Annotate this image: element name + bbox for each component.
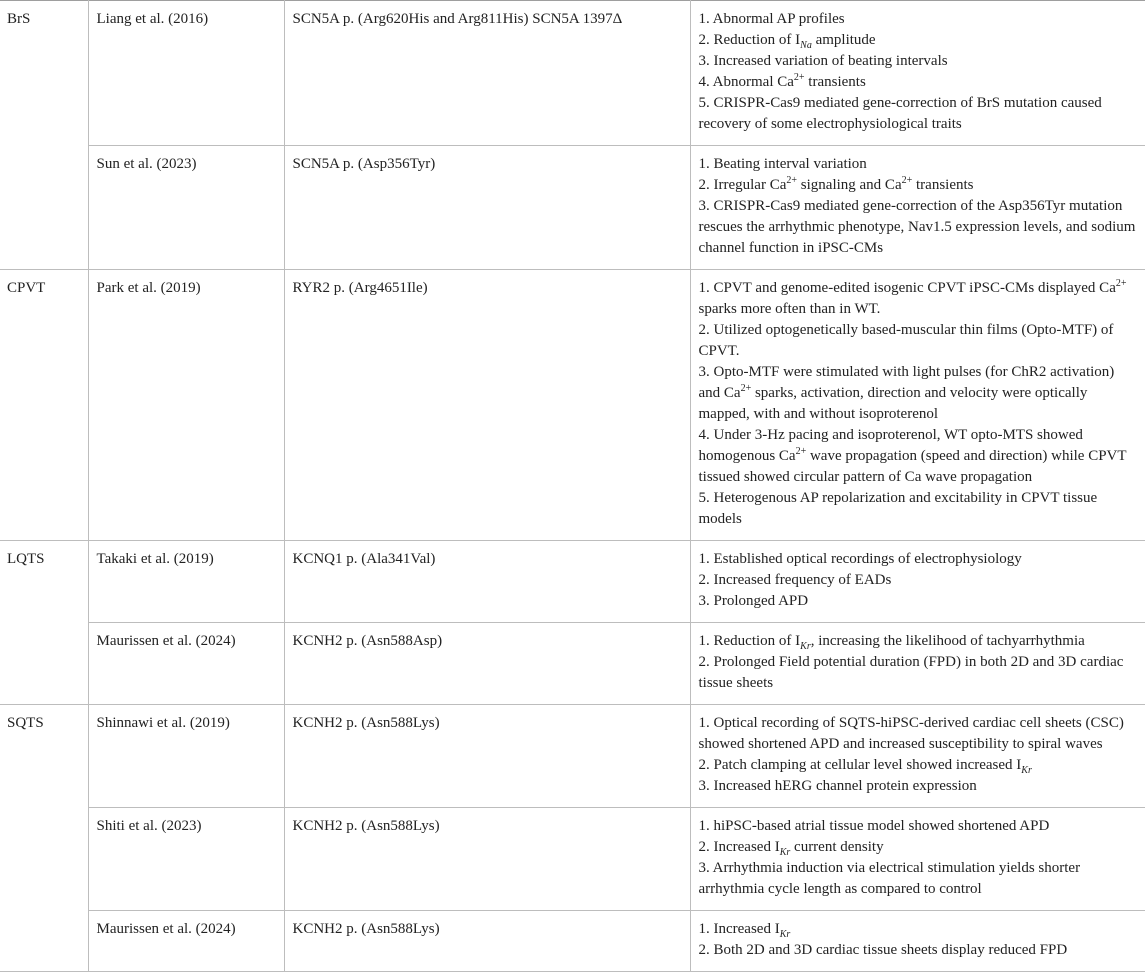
study-cell: Park et al. (2019)	[88, 270, 284, 541]
finding-text: 3. Opto-MTF were stimulated with light pulses (for ChR2 activation) and Ca	[698, 364, 1115, 401]
study-cell: Maurissen et al. (2024)	[88, 623, 284, 705]
disease-group-cell: SQTS	[0, 705, 88, 972]
table-row	[0, 146, 1145, 270]
finding-text: 3. Prolonged APD	[698, 593, 809, 609]
finding-item	[699, 919, 1138, 940]
finding-text: 3. Increased hERG channel protein expression	[698, 778, 977, 794]
subscript-text: Kr	[1021, 765, 1032, 776]
finding-text: transients	[804, 74, 866, 90]
findings-cell	[690, 623, 1145, 705]
finding-text: 1. hiPSC-based atrial tissue model showed shortened APD	[698, 818, 1050, 834]
finding-text: 2. Irregular Ca	[698, 177, 787, 193]
findings-cell	[690, 146, 1145, 270]
finding-text: current density	[790, 839, 884, 855]
finding-text: 3. CRISPR-Cas9 mediated gene-correction of the Asp356Tyr mutation rescues the arrhythmic phenotype, Nav1.5 expression levels, and sodium channel function in iPSC-CMs	[698, 198, 1136, 256]
finding-item	[699, 755, 1138, 776]
finding-text: 1. Reduction of I	[698, 633, 801, 649]
study-cell: Takaki et al. (2019)	[88, 541, 284, 623]
finding-text: 2. Increased I	[698, 839, 780, 855]
finding-text: , increasing the likelihood of tachyarrhythmia	[810, 633, 1085, 649]
finding-text: 5. CRISPR-Cas9 mediated gene-correction of BrS mutation caused recovery of some electrophysiological traits	[698, 95, 1102, 132]
finding-item	[699, 72, 1138, 93]
disease-group-cell: CPVT	[0, 270, 88, 541]
superscript-text: 2+	[786, 175, 798, 186]
finding-text: amplitude	[811, 32, 876, 48]
findings-cell	[690, 270, 1145, 541]
finding-item	[699, 362, 1138, 425]
finding-text: 2. Patch clamping at cellular level showed increased I	[698, 757, 1022, 773]
table-row	[0, 270, 1145, 541]
study-cell: Liang et al. (2016)	[88, 1, 284, 146]
finding-item	[699, 154, 1138, 175]
finding-text: 2. Increased frequency of EADs	[698, 572, 892, 588]
finding-item	[699, 652, 1138, 694]
finding-text: 5. Heterogenous AP repolarization and excitability in CPVT tissue models	[698, 490, 1098, 527]
finding-item	[699, 9, 1138, 30]
finding-text: 1. Abnormal AP profiles	[698, 11, 845, 27]
findings-cell	[690, 911, 1145, 972]
finding-text: 1. Increased I	[698, 921, 780, 937]
table-row	[0, 808, 1145, 911]
findings-cell	[690, 705, 1145, 808]
superscript-text: 2+	[901, 175, 913, 186]
table-row	[0, 623, 1145, 705]
finding-text: transients	[912, 177, 974, 193]
finding-item	[699, 713, 1138, 755]
mutation-cell: KCNH2 p. (Asn588Lys)	[284, 808, 690, 911]
subscript-text: Na	[800, 40, 812, 51]
finding-item	[699, 570, 1138, 591]
subscript-text: Kr	[779, 929, 791, 940]
finding-text: wave propagation (speed and direction) while CPVT tissued showed circular pattern of Ca wave propagation	[698, 448, 1127, 485]
superscript-text: 2+	[795, 446, 807, 457]
finding-text: 2. Utilized optogenetically based-muscular thin films (Opto-MTF) of CPVT.	[698, 322, 1114, 359]
finding-text: 2. Reduction of I	[698, 32, 801, 48]
finding-item	[699, 175, 1138, 196]
finding-item	[699, 488, 1138, 530]
mutation-cell: SCN5A p. (Arg620His and Arg811His) SCN5A 1397Δ	[284, 1, 690, 146]
finding-item	[699, 816, 1138, 837]
table-row	[0, 541, 1145, 623]
finding-item	[699, 30, 1138, 51]
subscript-text: Kr	[779, 847, 791, 858]
finding-text: 2. Both 2D and 3D cardiac tissue sheets display reduced FPD	[698, 942, 1068, 958]
disease-group-cell: LQTS	[0, 541, 88, 705]
mutation-cell: KCNH2 p. (Asn588Lys)	[284, 911, 690, 972]
finding-text: 1. CPVT and genome-edited isogenic CPVT iPSC-CMs displayed Ca	[698, 280, 1116, 296]
finding-item	[699, 837, 1138, 858]
finding-item	[699, 631, 1138, 652]
finding-item	[699, 196, 1138, 259]
superscript-text: 2+	[740, 383, 752, 394]
mutation-cell: SCN5A p. (Asp356Tyr)	[284, 146, 690, 270]
finding-item	[699, 51, 1138, 72]
finding-text: 3. Increased variation of beating intervals	[698, 53, 948, 69]
finding-text: 3. Arrhythmia induction via electrical stimulation yields shorter arrhythmia cycle length as compared to control	[698, 860, 1081, 897]
study-cell: Shiti et al. (2023)	[88, 808, 284, 911]
finding-item	[699, 776, 1138, 797]
superscript-text: 2+	[1115, 278, 1127, 289]
finding-text: signaling and Ca	[797, 177, 902, 193]
table-row	[0, 1, 1145, 146]
mutation-cell: KCNQ1 p. (Ala341Val)	[284, 541, 690, 623]
finding-item	[699, 940, 1138, 961]
finding-text: 4. Abnormal Ca	[698, 74, 794, 90]
table-body	[0, 1, 1145, 972]
finding-text: 1. Established optical recordings of electrophysiology	[698, 551, 1022, 567]
finding-item	[699, 278, 1138, 320]
finding-item	[699, 93, 1138, 135]
disease-group-cell: BrS	[0, 1, 88, 270]
finding-text: sparks more often than in WT.	[698, 301, 881, 317]
table-row	[0, 705, 1145, 808]
finding-item	[699, 320, 1138, 362]
finding-item	[699, 425, 1138, 488]
finding-item	[699, 858, 1138, 900]
finding-item	[699, 549, 1138, 570]
mutation-cell: RYR2 p. (Arg4651Ile)	[284, 270, 690, 541]
findings-cell	[690, 808, 1145, 911]
finding-text: sparks, activation, direction and velocity were optically mapped, with and without isoproterenol	[698, 385, 1088, 422]
study-cell: Maurissen et al. (2024)	[88, 911, 284, 972]
study-cell: Shinnawi et al. (2019)	[88, 705, 284, 808]
superscript-text: 2+	[793, 72, 805, 83]
mutation-cell: KCNH2 p. (Asn588Asp)	[284, 623, 690, 705]
findings-cell	[690, 541, 1145, 623]
finding-item	[699, 591, 1138, 612]
study-cell: Sun et al. (2023)	[88, 146, 284, 270]
finding-text: 4. Under 3-Hz pacing and isoproterenol, WT opto-MTS showed homogenous Ca	[698, 427, 1083, 464]
subscript-text: Kr	[800, 641, 811, 652]
table-row	[0, 911, 1145, 972]
findings-cell	[690, 1, 1145, 146]
mutation-cell: KCNH2 p. (Asn588Lys)	[284, 705, 690, 808]
finding-text: 1. Optical recording of SQTS-hiPSC-derived cardiac cell sheets (CSC) showed shortened APD and increased susceptibility to spiral waves	[698, 715, 1124, 752]
finding-text: 1. Beating interval variation	[698, 156, 867, 172]
finding-text: 2. Prolonged Field potential duration (FPD) in both 2D and 3D cardiac tissue sheets	[698, 654, 1124, 691]
